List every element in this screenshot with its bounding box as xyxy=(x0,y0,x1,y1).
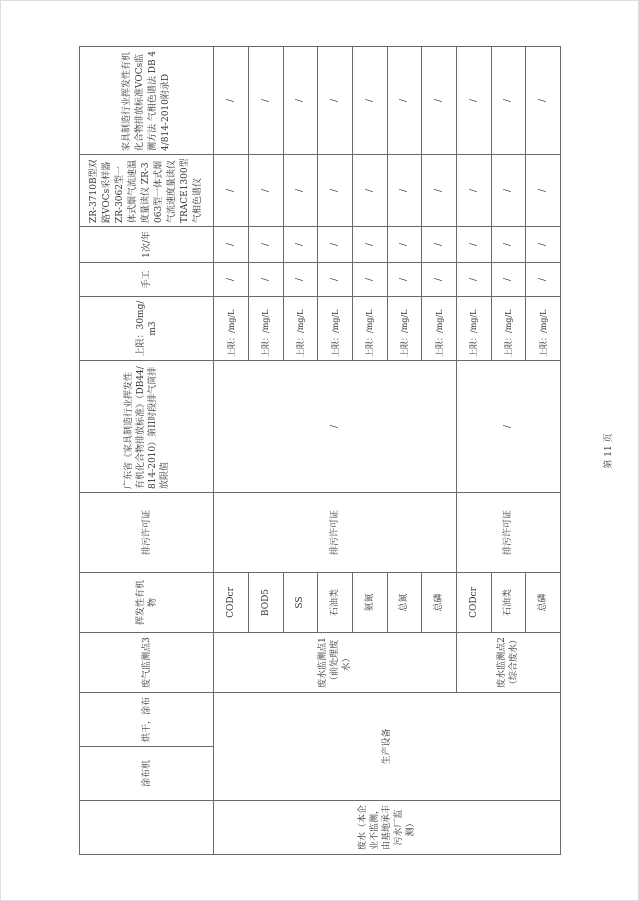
cell-slash: / xyxy=(387,227,422,263)
rotated-content xyxy=(1,1,639,901)
cell-slash: / xyxy=(214,47,249,155)
cell-slash: / xyxy=(214,155,249,227)
cell-slash: / xyxy=(283,47,318,155)
cell-slash: / xyxy=(352,263,387,297)
cell-manual: 手工 xyxy=(80,263,214,297)
cell-slash: / xyxy=(214,263,249,297)
cell-pollutant: 石油类 xyxy=(491,573,526,633)
cell-pollutant-limit: 上限：/mg/L xyxy=(214,297,249,361)
cell-slash: / xyxy=(248,263,283,297)
cell-slash: / xyxy=(526,155,561,227)
cell-slash: / xyxy=(318,155,353,227)
cell-slash: / xyxy=(422,47,457,155)
cell-slash: / xyxy=(248,227,283,263)
cell-slash: / xyxy=(352,227,387,263)
cell-wastewater-category: 废水（本企业不监测，由基地承丰污水厂监测） xyxy=(214,801,561,855)
cell-slash: / xyxy=(214,227,249,263)
cell-slash: / xyxy=(283,263,318,297)
cell-slash: / xyxy=(422,227,457,263)
cell-slash: / xyxy=(456,227,491,263)
cell-slash: / xyxy=(318,227,353,263)
cell-pollutant: SS xyxy=(283,573,318,633)
cell-slash: / xyxy=(526,47,561,155)
page-number: 第 11 页 xyxy=(604,433,614,469)
cell-slash: / xyxy=(526,227,561,263)
cell-slash: / xyxy=(352,155,387,227)
cell-wastewater-point-1: 废水监测点1（前处理废水） xyxy=(214,633,457,693)
cell-pollutant-limit: 上限：/mg/L xyxy=(491,297,526,361)
cell-wastewater-point-2: 废水监测点2（综合废水） xyxy=(456,633,560,693)
cell-category-top xyxy=(80,801,214,855)
cell-production-equipment: 生产设备 xyxy=(214,693,561,801)
cell-slash: / xyxy=(248,155,283,227)
cell-pollutant-limit: 上限：/mg/L xyxy=(422,297,457,361)
cell-slash: / xyxy=(387,155,422,227)
cell-pollutant-limit: 上限：/mg/L xyxy=(352,297,387,361)
table-row xyxy=(214,47,249,855)
cell-slash: / xyxy=(422,263,457,297)
cell-pollutant-limit: 上限：/mg/L xyxy=(283,297,318,361)
cell-pollutant: 氨氮 xyxy=(352,573,387,633)
cell-instruments: ZR-3710B型双路VOCs采样器 ZR-3062型一体式烟气流速温度量读仪 ZR-3063型一体式烟气流速度量读仪 TRACE1300型气相色谱仪 xyxy=(80,155,214,227)
cell-limit: 上限：30mg/m3 xyxy=(80,297,214,361)
cell-pollutant: CODcr xyxy=(456,573,491,633)
cell-pollutant: CODcr xyxy=(214,573,249,633)
cell-slash: / xyxy=(491,155,526,227)
cell-voc: 挥发性有机物 xyxy=(80,573,214,633)
table-row xyxy=(80,47,214,855)
cell-slash: / xyxy=(422,155,457,227)
cell-slash: / xyxy=(352,47,387,155)
cell-pollutant-limit: 上限：/mg/L xyxy=(526,297,561,361)
cell-slash: / xyxy=(491,227,526,263)
cell-gas-point: 废气监测点3 xyxy=(80,633,214,693)
cell-pollutant-limit: 上限：/mg/L xyxy=(248,297,283,361)
cell-standard: 广东省《家具制造行业挥发性有机化合物排放标准》（DB44/814-2010）第II时段排气筒排放限值 xyxy=(80,361,214,493)
cell-frequency: 1次/年 xyxy=(80,227,214,263)
cell-slash: / xyxy=(491,263,526,297)
cell-slash: / xyxy=(387,263,422,297)
cell-slash: / xyxy=(456,155,491,227)
cell-pollutant-limit: 上限：/mg/L xyxy=(318,297,353,361)
monitoring-table xyxy=(79,46,561,855)
cell-standard-2: / xyxy=(456,361,560,493)
cell-pollutant: 总磷 xyxy=(526,573,561,633)
cell-slash: / xyxy=(456,47,491,155)
cell-standard-1: / xyxy=(214,361,457,493)
cell-pollutant: BOD5 xyxy=(248,573,283,633)
cell-slash: / xyxy=(283,227,318,263)
cell-process: 烘干，涂布 xyxy=(80,693,214,747)
cell-pollutant-limit: 上限：/mg/L xyxy=(456,297,491,361)
cell-slash: / xyxy=(491,47,526,155)
cell-slash: / xyxy=(526,263,561,297)
cell-license: 排污许可证 xyxy=(80,493,214,573)
cell-slash: / xyxy=(456,263,491,297)
cell-slash: / xyxy=(283,155,318,227)
cell-license-2: 排污许可证 xyxy=(456,493,560,573)
cell-pollutant: 总氮 xyxy=(387,573,422,633)
cell-slash: / xyxy=(248,47,283,155)
cell-pollutant: 石油类 xyxy=(318,573,353,633)
cell-pollutant-limit: 上限：/mg/L xyxy=(387,297,422,361)
cell-slash: / xyxy=(318,47,353,155)
cell-slash: / xyxy=(318,263,353,297)
cell-coating-machine: 涂布机 xyxy=(80,747,214,801)
cell-slash: / xyxy=(387,47,422,155)
cell-license-1: 排污许可证 xyxy=(214,493,457,573)
cell-pollutant: 总磷 xyxy=(422,573,457,633)
cell-method: 家具制造行业挥发性有机化合物排放标准VOCs监测方法 气相色谱法 DB 44/814-2010附录D xyxy=(80,47,214,155)
